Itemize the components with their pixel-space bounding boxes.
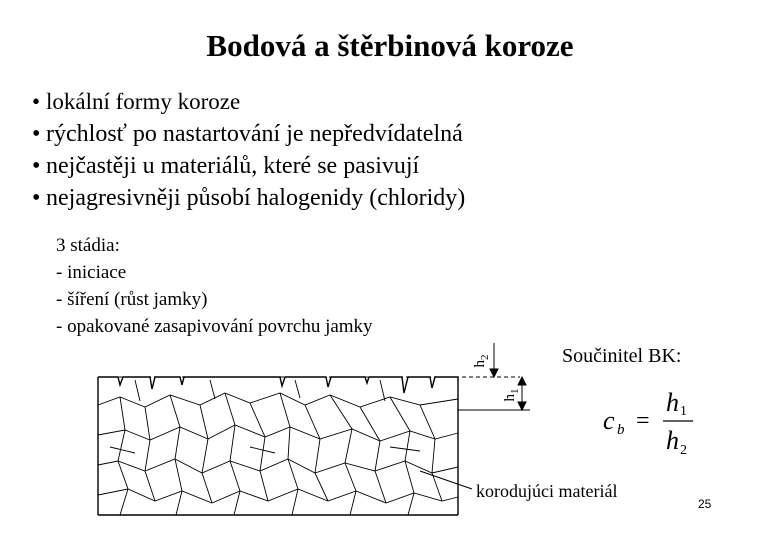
stages-heading: 3 stádia:	[56, 235, 120, 256]
h2-dimension	[490, 343, 498, 377]
formula-denominator: h	[666, 426, 679, 455]
bullet-item: • lokální formy koroze	[32, 86, 465, 118]
coefficient-label: Součinitel BK:	[562, 345, 682, 367]
stage-item: - iniciace	[56, 262, 127, 283]
formula-denominator-sub: 2	[680, 443, 687, 458]
h1-label: $h_1$	[502, 388, 521, 402]
formula-numerator-sub: 1	[680, 404, 687, 419]
bullet-item: • nejagresivněji působí halogenidy (chloridy)	[32, 182, 465, 214]
material-leader	[420, 471, 472, 489]
stage-item: - opakované zasapivování povrchu jamky	[56, 316, 373, 337]
stage-item: - šíření (růst jamky)	[56, 289, 208, 310]
stages-block	[56, 232, 373, 340]
formula-numerator: h	[666, 388, 679, 417]
h2-label: $h_2$	[472, 354, 491, 368]
page-number: 25	[698, 497, 712, 511]
slide-title: Bodová a štěrbinová koroze	[206, 28, 574, 63]
formula-equals: =	[636, 408, 650, 434]
formula-symbol-sub: b	[617, 422, 625, 438]
bullet-list	[32, 86, 465, 214]
formula-symbol: c	[603, 406, 615, 435]
bullet-item: • rýchlosť po nastartování je nepředvídatelná	[32, 118, 465, 150]
bullet-item: • nejčastěji u materiálů, které se pasivují	[32, 150, 465, 182]
coefficient-formula	[600, 385, 720, 465]
material-label: korodujúci materiál	[476, 481, 618, 501]
material-block	[98, 377, 458, 515]
grain-structure	[98, 380, 458, 515]
